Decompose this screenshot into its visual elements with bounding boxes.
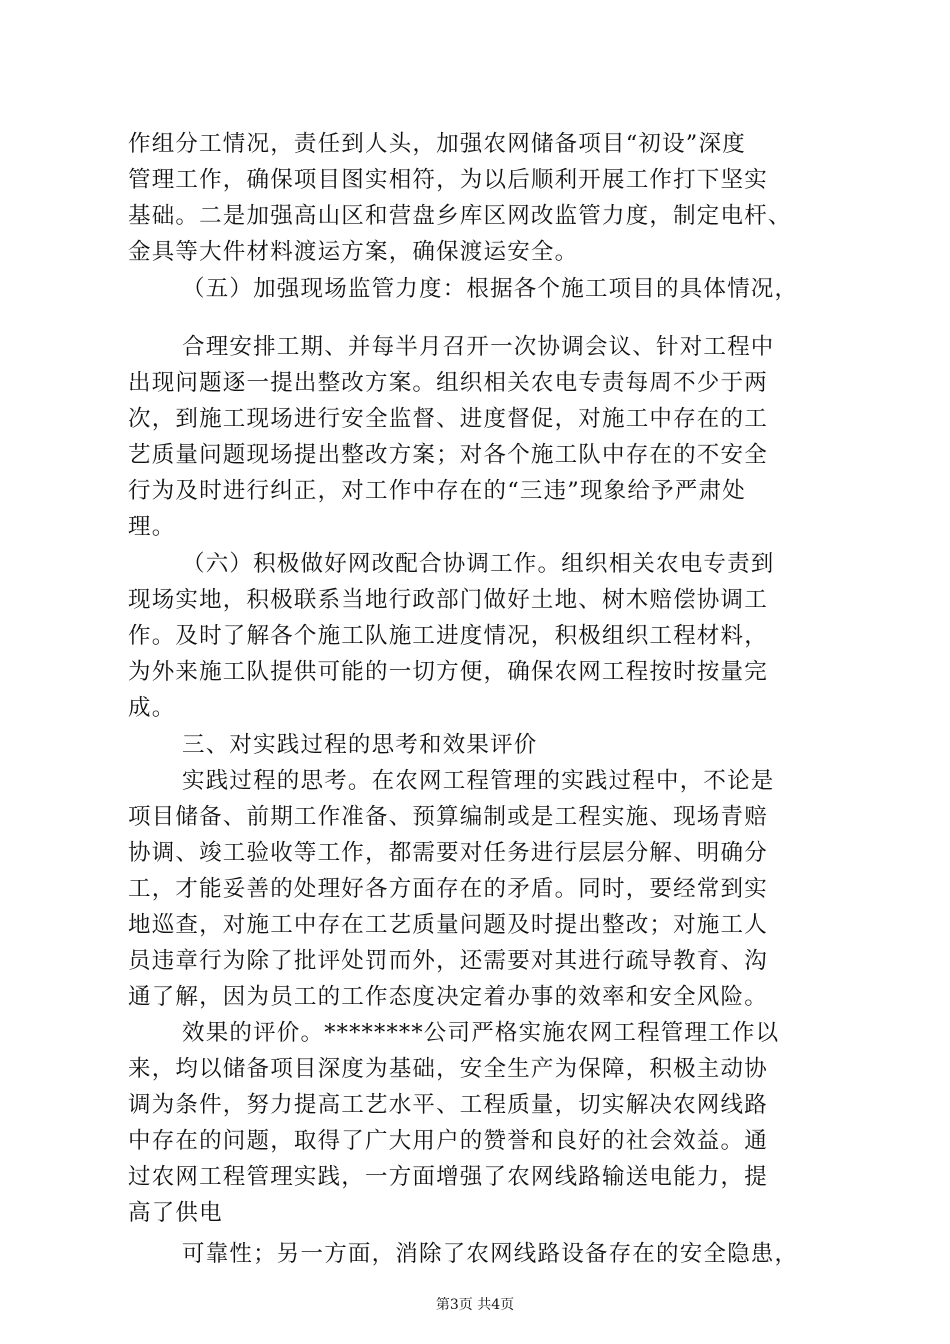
body-text-line: 金具等大件材料渡运方案，确保渡运安全。: [128, 239, 579, 265]
body-text-line: 作。及时了解各个施工队施工进度情况，积极组织工程材料，: [128, 623, 768, 649]
body-text-line: 中存在的问题，取得了广大用户的赞誉和良好的社会效益。通: [128, 1128, 768, 1154]
body-text-line: 通了解，因为员工的工作态度决定着办事的效率和安全风险。: [128, 984, 768, 1010]
body-text-line: 高了供电: [128, 1200, 223, 1226]
body-text-line: 基础。二是加强高山区和营盘乡库区网改监管力度，制定电杆、: [128, 203, 792, 229]
body-text-line: 效果的评价。********公司严格实施农网工程管理工作以: [182, 1020, 780, 1046]
section-item-6: （六）积极做好网改配合协调工作。组织相关农电专责到: [182, 551, 775, 577]
body-text-line: 员违章行为除了批评处罚而外，还需要对其进行疏导教育、沟: [128, 948, 768, 974]
body-text-line: 调为条件，努力提高工艺水平、工程质量，切实解决农网线路: [128, 1092, 768, 1118]
body-text-line: 协调、竣工验收等工作，都需要对任务进行层层分解、明确分: [128, 840, 768, 866]
body-text-line: 理。: [128, 514, 176, 540]
body-text-line: 作组分工情况，责任到人头，加强农网储备项目“初设”深度: [128, 131, 746, 157]
section-item-5: （五）加强现场监管力度：根据各个施工项目的具体情况，: [182, 276, 799, 302]
body-text-line: 实践过程的思考。在农网工程管理的实践过程中，不论是: [182, 768, 775, 794]
body-text-line: 为外来施工队提供可能的一切方便，确保农网工程按时按量完: [128, 659, 768, 685]
body-text-line: 次，到施工现场进行安全监督、进度督促，对施工中存在的工: [128, 406, 768, 432]
body-text-line: 工，才能妥善的处理好各方面存在的矛盾。同时，要经常到实: [128, 876, 768, 902]
body-text-line: 来，均以储备项目深度为基础，安全生产为保障，积极主动协: [128, 1056, 768, 1082]
body-text-line: 可靠性；另一方面，消除了农网线路设备存在的安全隐患，: [182, 1241, 799, 1267]
body-text-line: 成。: [128, 695, 176, 721]
body-text-line: 项目储备、前期工作准备、预算编制或是工程实施、现场青赔: [128, 804, 768, 830]
body-text-line: 出现问题逐一提出整改方案。组织相关农电专责每周不少于两: [128, 370, 768, 396]
body-text-line: 现场实地，积极联系当地行政部门做好土地、树木赔偿协调工: [128, 587, 768, 613]
body-text-line: 管理工作，确保项目图实相符，为以后顺利开展工作打下坚实: [128, 167, 768, 193]
body-text-line: 过农网工程管理实践，一方面增强了农网线路输送电能力，提: [128, 1164, 768, 1190]
body-text-line: 合理安排工期、并每半月召开一次协调会议、针对工程中: [182, 334, 775, 360]
section-heading-3: 三、对实践过程的思考和效果评价: [182, 732, 538, 758]
body-text-line: 地巡查，对施工中存在工艺质量问题及时提出整改；对施工人: [128, 912, 768, 938]
body-text-line: 行为及时进行纠正，对工作中存在的“三违”现象给予严肃处: [128, 478, 746, 504]
page-number-footer: 第3页 共4页: [435, 1297, 515, 1313]
body-text-line: 艺质量问题现场提出整改方案；对各个施工队中存在的不安全: [128, 442, 768, 468]
